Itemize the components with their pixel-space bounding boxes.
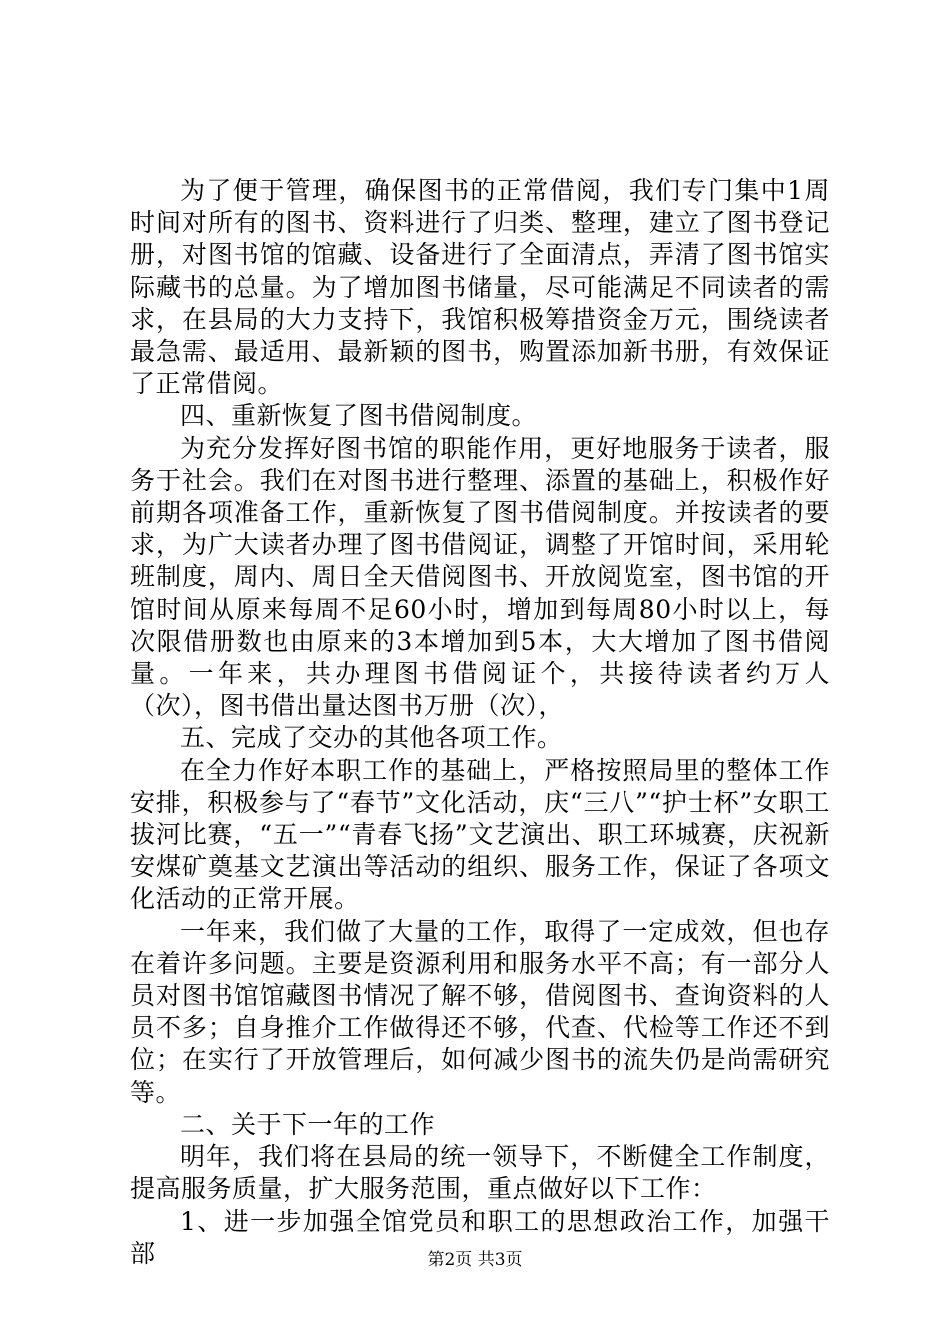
- section-heading-5: 五、完成了交办的其他各项工作。: [180, 723, 563, 753]
- list-item-1: 1、进一步加强全馆党员和职工的思想政治工作，加强干部: [130, 1206, 830, 1268]
- paragraph-4: 一年来，我们做了大量的工作，取得了一定成效，但也存在着许多问题。主要是资源利用和服务水平不高；有一部分人员对图书馆馆藏图书情况了解不够，借阅图书、查询资料的人员不多；自身推介工作做得还不够，代查、代检等工作还不到位；在实行了开放管理后，如何减少图书的流失仍是尚需研究等。: [130, 916, 830, 1107]
- page-number-footer: 第2页 共3页: [427, 1250, 523, 1270]
- paragraph-3: 在全力作好本职工作的基础上，严格按照局里的整体工作安排，积极参与了“春节”文化活动，庆“三八”“护士杯”女职工拔河比赛，“五一”“青春飞扬”文艺演出、职工环城赛，庆祝新安煤矿奠基文艺演出等活动的组织、服务工作，保证了各项文化活动的正常开展。: [130, 755, 830, 914]
- paragraph-2: 为充分发挥好图书馆的职能作用，更好地服务于读者，服务于社会。我们在对图书进行整理、添置的基础上，积极作好前期各项准备工作，重新恢复了图书借阅制度。并按读者的要求，为广大读者办理了图书借阅证，调整了开馆时间，采用轮班制度，周内、周日全天借阅图书、开放阅览室，图书馆的开馆时间从原来每周不足60小时，增加到每周80小时以上，每次限借册数也由原来的3本增加到5本，大大增加了图书借阅量。一年来，共办理图书借阅证个，共接待读者约万人（次），图书借出量达图书万册（次），: [130, 433, 830, 721]
- paragraph-1: 为了便于管理，确保图书的正常借阅，我们专门集中1周时间对所有的图书、资料进行了归类、整理，建立了图书登记册，对图书馆的馆藏、设备进行了全面清点，弄清了图书馆实际藏书的总量。为了增加图书储量，尽可能满足不同读者的需求，在县局的大力支持下，我馆积极筹措资金万元，围绕读者最急需、最适用、最新颖的图书，购置添加新书册，有效保证了正常借阅。: [130, 176, 830, 399]
- document-body: [130, 175, 830, 1270]
- section-heading-4: 四、重新恢复了图书借阅制度。: [180, 401, 538, 431]
- paragraph-5: 明年，我们将在县局的统一领导下，不断健全工作制度，提高服务质量，扩大服务范围，重点做好以下工作：: [130, 1142, 830, 1204]
- section-heading-next-year: 二、关于下一年的工作: [180, 1109, 436, 1139]
